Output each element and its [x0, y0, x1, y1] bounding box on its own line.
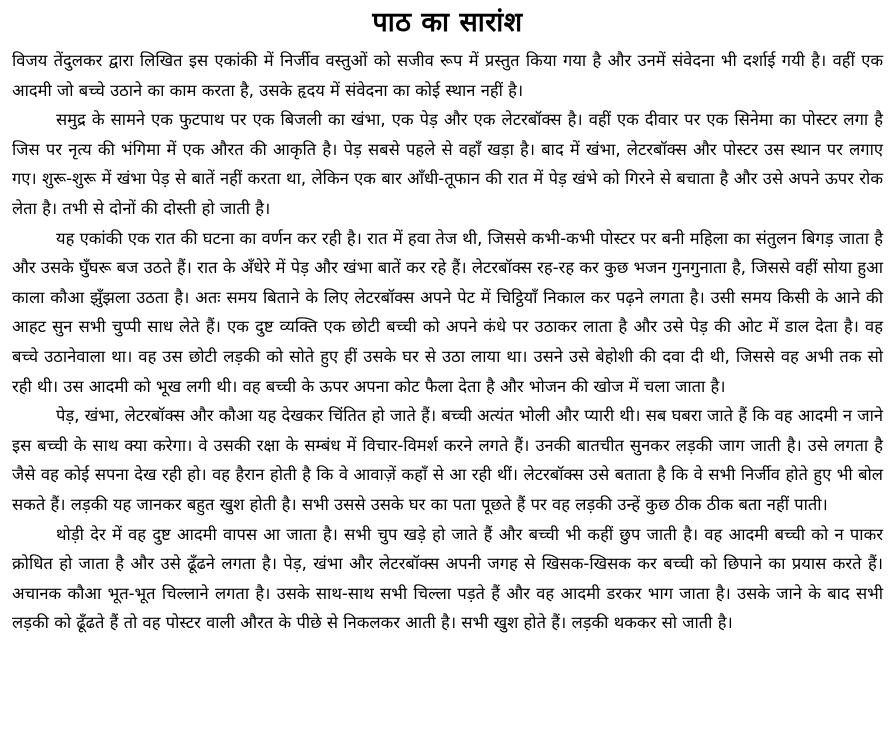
summary-paragraph-3: यह एकांकी एक रात की घटना का वर्णन कर रही है। रात में हवा तेज थी, जिससे कभी-कभी पोस्टर पर बनी महिला का संतुलन बिगड़ जाता है और उसके घुँघरू बज उठते हैं। रात के अँधेरे में पेड़ और खंभा बातें कर रहे हैं। लेटरबॉक्स रह-रह कर कुछ भजन गुनगुनाता है, जिससे वहीं सोया हुआ काला कौआ झुँझला उठता है। अतः समय बिताने के लिए लेटरबॉक्स अपने पेट में चिट्ठियाँ निकाल कर पढ़ने लगता है। उसी समय किसी के आने की आहट सुन सभी चुप्पी साध लेते हैं। एक दुष्ट व्यक्ति एक छोटी बच्ची को अपने कंधे पर उठाकर लाता है और उसे पेड़ की ओट में डाल देता है। वह बच्चे उठानेवाला था। वह उस छोटी लड़की को सोते हुए हीं उसके घर से उठा लाया था। उसने उसे बेहोशी की दवा दी थी, जिससे वह अभी तक सो रही थी। उस आदमी को भूख लगी थी। वह बच्ची के ऊपर अपना कोट फैला देता है और भोजन की खोज में चला जाता है।: [12, 228, 883, 396]
summary-paragraph-5: थोड़ी देर में वह दुष्ट आदमी वापस आ जाता है। सभी चुप खड़े हो जाते हैं और बच्ची भी कहीं छुप जाती है। वह आदमी बच्ची को न पाकर क्रोधित हो जाता है और उसे ढूँढने लगता है। पेड़, खंभा और लेटरबॉक्स अपनी जगह से खिसक-खिसक कर बच्ची को छिपाने का प्रयास करते हैं। अचानक कौआ भूत-भूत चिल्लाने लगता है। उसके साथ-साथ सभी चिल्ला पड़ते हैं और वह आदमी डरकर भाग जाता है। उसके जाने के बाद सभी लड़की को ढूँढते हैं तो वह पोस्टर वाली औरत के पीछे से निकलकर आती है। सभी खुश होते हैं। लड़की थककर सो जाती है।: [12, 524, 883, 633]
page-title: पाठ का सारांश: [372, 7, 523, 38]
summary-paragraph-1: विजय तेंदुलकर द्वारा लिखित इस एकांकी में निर्जीव वस्तुओं को सजीव रूप में प्रस्तुत किया गया है और उनमें संवेदना भी दर्शाई गयी है। वहीं एक आदमी जो बच्चे उठाने का काम करता है, उसके हृदय में संवेदना का कोई स्थान नहीं है।: [12, 51, 883, 100]
summary-paragraph-4: पेड़, खंभा, लेटरबॉक्स और कौआ यह देखकर चिंतित हो जाते हैं। बच्ची अत्यंत भोली और प्यारी थी। सब घबरा जाते हैं कि वह आदमी न जाने इस बच्ची के साथ क्या करेगा। वे उसकी रक्षा के सम्बंध में विचार-विमर्श करने लगते हैं। उनकी बातचीत सुनकर लड़की जाग जाती है। उसे लगता है जैसे वह कोई सपना देख रही हो। वह हैरान होती है कि वे आवाज़ें कहाँ से आ रही थीं। लेटरबॉक्स उसे बताता है कि वे सभी निर्जीव होते हुए भी बोल सकते हैं। लड़की यह जानकर बहुत खुश होती है। सभी उससे उसके घर का पता पूछते हैं पर वह लड़की उन्हें कुछ ठीक ठीक बता नहीं पाती।: [12, 406, 883, 514]
summary-paragraph-2: समुद्र के सामने एक फुटपाथ पर एक बिजली का खंभा, एक पेड़ और एक लेटरबॉक्स है। वहीं एक दीवार पर एक सिनेमा का पोस्टर लगा है जिस पर नृत्य की भंगिमा में एक औरत की आकृति है। पेड़ सबसे पहले से वहाँ खड़ा है। बाद में खंभा, लेटरबॉक्स और पोस्टर उस स्थान पर लगाए गए। शुरू-शुरू में खंभा पेड़ से बातें नहीं करता था, लेकिन एक बार आँधी-तूफान की रात में पेड़ खंभे को गिरने से बचाता है और उसे अपने ऊपर रोक लेता है। तभी से दोनों की दोस्ती हो जाती है।: [12, 110, 883, 218]
